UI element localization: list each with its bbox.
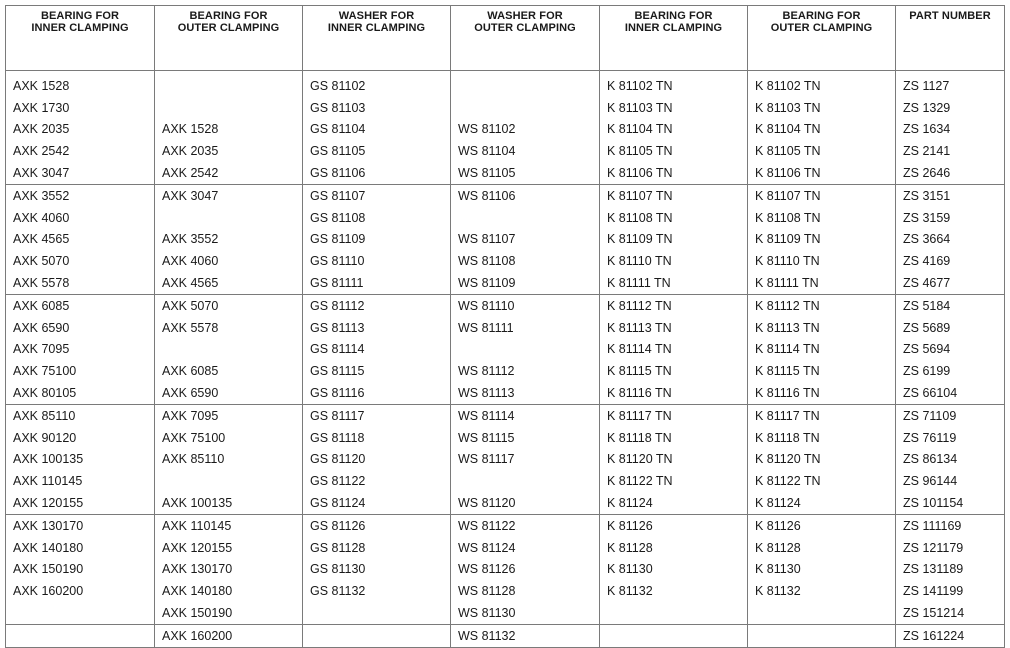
cell-k-bearing-outer: K 81117 TN: [748, 404, 896, 426]
cell-part-number: ZS 66104: [896, 382, 1005, 404]
cell-k-bearing-outer: K 81103 TN: [748, 97, 896, 119]
cell-bearing-inner: AXK 75100: [6, 360, 155, 382]
cell-washer-outer: [451, 71, 600, 97]
cell-bearing-outer: AXK 4060: [155, 250, 303, 272]
header-line-2: INNER CLAMPING: [327, 22, 426, 34]
cell-washer-inner: GS 81128: [303, 537, 451, 559]
cell-bearing-outer: AXK 5578: [155, 317, 303, 339]
cell-bearing-outer: [155, 339, 303, 361]
header-line-1: WASHER FOR: [487, 10, 563, 22]
header-line-2: INNER CLAMPING: [31, 22, 129, 34]
table-row: [6, 207, 1005, 229]
parts-cross-reference-table: [5, 5, 1005, 648]
cell-bearing-outer: AXK 120155: [155, 537, 303, 559]
cell-k-bearing-outer: K 81106 TN: [748, 162, 896, 184]
table-row: [6, 97, 1005, 119]
cell-washer-outer: WS 81106: [451, 184, 600, 206]
cell-bearing-outer: AXK 6085: [155, 360, 303, 382]
cell-k-bearing-outer: K 81118 TN: [748, 427, 896, 449]
cell-part-number: ZS 4677: [896, 272, 1005, 294]
cell-washer-inner: GS 81120: [303, 449, 451, 471]
table-row: [6, 514, 1005, 536]
cell-k-bearing-inner: K 81120 TN: [600, 449, 748, 471]
cell-k-bearing-inner: K 81110 TN: [600, 250, 748, 272]
table-row: [6, 537, 1005, 559]
cell-washer-outer: WS 81115: [451, 427, 600, 449]
cell-k-bearing-outer: K 81115 TN: [748, 360, 896, 382]
table-row: [6, 602, 1005, 624]
cell-washer-outer: WS 81108: [451, 250, 600, 272]
cell-bearing-outer: [155, 207, 303, 229]
cell-bearing-outer: AXK 160200: [155, 624, 303, 647]
cell-bearing-outer: [155, 97, 303, 119]
cell-k-bearing-outer: K 81109 TN: [748, 229, 896, 251]
cell-washer-outer: WS 81120: [451, 492, 600, 514]
cell-k-bearing-inner: K 81128: [600, 537, 748, 559]
cell-washer-outer: WS 81109: [451, 272, 600, 294]
header-line-2: OUTER CLAMPING: [770, 22, 873, 34]
cell-bearing-inner: AXK 2542: [6, 140, 155, 162]
header-washer-inner-clamping: [303, 6, 451, 71]
cell-part-number: ZS 2646: [896, 162, 1005, 184]
cell-k-bearing-inner: [600, 602, 748, 624]
table-body: [6, 71, 1005, 648]
cell-k-bearing-outer: K 81132: [748, 580, 896, 602]
cell-k-bearing-inner: K 81103 TN: [600, 97, 748, 119]
cell-k-bearing-inner: K 81116 TN: [600, 382, 748, 404]
cell-bearing-outer: AXK 4565: [155, 272, 303, 294]
table-row: [6, 470, 1005, 492]
cell-bearing-outer: AXK 3552: [155, 229, 303, 251]
cell-bearing-outer: AXK 6590: [155, 382, 303, 404]
cell-bearing-inner: AXK 1528: [6, 71, 155, 97]
cell-washer-outer: WS 81128: [451, 580, 600, 602]
cell-washer-outer: WS 81130: [451, 602, 600, 624]
cell-washer-inner: GS 81116: [303, 382, 451, 404]
cell-bearing-inner: AXK 90120: [6, 427, 155, 449]
cell-bearing-inner: AXK 6590: [6, 317, 155, 339]
cell-k-bearing-inner: K 81105 TN: [600, 140, 748, 162]
cell-washer-outer: WS 81126: [451, 559, 600, 581]
cell-k-bearing-inner: K 81107 TN: [600, 184, 748, 206]
cell-washer-inner: GS 81118: [303, 427, 451, 449]
cell-k-bearing-inner: K 81117 TN: [600, 404, 748, 426]
cell-washer-inner: GS 81105: [303, 140, 451, 162]
cell-k-bearing-inner: K 81109 TN: [600, 229, 748, 251]
header-row: [6, 6, 1005, 71]
cell-part-number: ZS 5694: [896, 339, 1005, 361]
cell-k-bearing-outer: K 81114 TN: [748, 339, 896, 361]
parts-table-container: [5, 5, 1004, 648]
cell-washer-outer: WS 81114: [451, 404, 600, 426]
cell-washer-inner: GS 81126: [303, 514, 451, 536]
cell-washer-inner: GS 81106: [303, 162, 451, 184]
header-line-1: PART NUMBER: [909, 10, 991, 22]
cell-part-number: ZS 3151: [896, 184, 1005, 206]
table-row: [6, 317, 1005, 339]
cell-bearing-inner: AXK 1730: [6, 97, 155, 119]
cell-k-bearing-inner: K 81126: [600, 514, 748, 536]
cell-part-number: ZS 4169: [896, 250, 1005, 272]
cell-part-number: ZS 1634: [896, 119, 1005, 141]
cell-bearing-inner: AXK 2035: [6, 119, 155, 141]
cell-washer-inner: GS 81114: [303, 339, 451, 361]
cell-k-bearing-outer: K 81108 TN: [748, 207, 896, 229]
cell-bearing-inner: AXK 3552: [6, 184, 155, 206]
cell-k-bearing-outer: K 81116 TN: [748, 382, 896, 404]
table-row: [6, 140, 1005, 162]
cell-k-bearing-outer: K 81120 TN: [748, 449, 896, 471]
cell-washer-inner: GS 81110: [303, 250, 451, 272]
table-row: [6, 427, 1005, 449]
header-bearing-outer-clamping: [155, 6, 303, 71]
table-row: [6, 272, 1005, 294]
cell-washer-outer: WS 81112: [451, 360, 600, 382]
cell-part-number: ZS 2141: [896, 140, 1005, 162]
cell-bearing-inner: AXK 5070: [6, 250, 155, 272]
cell-bearing-inner: AXK 5578: [6, 272, 155, 294]
cell-bearing-inner: AXK 160200: [6, 580, 155, 602]
cell-bearing-inner: AXK 4060: [6, 207, 155, 229]
cell-washer-outer: WS 81105: [451, 162, 600, 184]
cell-washer-outer: [451, 339, 600, 361]
table-row: [6, 382, 1005, 404]
cell-part-number: ZS 101154: [896, 492, 1005, 514]
header-part-number: [896, 6, 1005, 71]
cell-bearing-outer: AXK 150190: [155, 602, 303, 624]
cell-part-number: ZS 5689: [896, 317, 1005, 339]
table-row: [6, 404, 1005, 426]
header-line-2: OUTER CLAMPING: [474, 22, 576, 34]
cell-k-bearing-inner: K 81130: [600, 559, 748, 581]
cell-k-bearing-inner: K 81111 TN: [600, 272, 748, 294]
cell-washer-outer: [451, 207, 600, 229]
cell-part-number: ZS 121179: [896, 537, 1005, 559]
cell-washer-inner: GS 81104: [303, 119, 451, 141]
cell-k-bearing-inner: K 81104 TN: [600, 119, 748, 141]
cell-part-number: ZS 71109: [896, 404, 1005, 426]
cell-washer-outer: [451, 470, 600, 492]
cell-washer-outer: WS 81124: [451, 537, 600, 559]
table-row: [6, 449, 1005, 471]
cell-part-number: ZS 6199: [896, 360, 1005, 382]
cell-k-bearing-inner: K 81124: [600, 492, 748, 514]
table-row: [6, 119, 1005, 141]
cell-bearing-outer: [155, 71, 303, 97]
header-line-1: BEARING FOR: [189, 10, 268, 22]
cell-bearing-outer: AXK 3047: [155, 184, 303, 206]
cell-washer-outer: WS 81132: [451, 624, 600, 647]
header-bearing-outer-clamping-k: [748, 6, 896, 71]
cell-bearing-outer: [155, 470, 303, 492]
cell-washer-outer: [451, 97, 600, 119]
cell-washer-inner: GS 81132: [303, 580, 451, 602]
header-bearing-inner-clamping-k: [600, 6, 748, 71]
cell-k-bearing-outer: K 81107 TN: [748, 184, 896, 206]
cell-part-number: ZS 131189: [896, 559, 1005, 581]
cell-washer-inner: [303, 602, 451, 624]
cell-washer-inner: GS 81112: [303, 294, 451, 316]
table-row: [6, 229, 1005, 251]
cell-bearing-outer: AXK 75100: [155, 427, 303, 449]
header-washer-outer-clamping: [451, 6, 600, 71]
cell-part-number: ZS 76119: [896, 427, 1005, 449]
cell-bearing-inner: AXK 120155: [6, 492, 155, 514]
cell-k-bearing-outer: K 81104 TN: [748, 119, 896, 141]
cell-k-bearing-outer: K 81128: [748, 537, 896, 559]
cell-washer-inner: GS 81130: [303, 559, 451, 581]
cell-washer-inner: GS 81122: [303, 470, 451, 492]
cell-washer-outer: WS 81122: [451, 514, 600, 536]
cell-k-bearing-inner: K 81122 TN: [600, 470, 748, 492]
cell-k-bearing-outer: K 81105 TN: [748, 140, 896, 162]
cell-washer-inner: GS 81117: [303, 404, 451, 426]
cell-bearing-inner: AXK 130170: [6, 514, 155, 536]
cell-part-number: ZS 141199: [896, 580, 1005, 602]
cell-bearing-inner: AXK 140180: [6, 537, 155, 559]
cell-bearing-inner: AXK 85110: [6, 404, 155, 426]
cell-k-bearing-outer: K 81111 TN: [748, 272, 896, 294]
cell-part-number: ZS 86134: [896, 449, 1005, 471]
cell-part-number: ZS 3159: [896, 207, 1005, 229]
cell-k-bearing-outer: K 81122 TN: [748, 470, 896, 492]
cell-bearing-inner: AXK 150190: [6, 559, 155, 581]
cell-k-bearing-inner: K 81106 TN: [600, 162, 748, 184]
header-bearing-inner-clamping: [6, 6, 155, 71]
cell-washer-inner: GS 81111: [303, 272, 451, 294]
cell-k-bearing-inner: K 81115 TN: [600, 360, 748, 382]
cell-bearing-outer: AXK 7095: [155, 404, 303, 426]
table-row: [6, 162, 1005, 184]
table-row: [6, 184, 1005, 206]
cell-washer-inner: GS 81124: [303, 492, 451, 514]
table-row: [6, 580, 1005, 602]
cell-washer-inner: GS 81102: [303, 71, 451, 97]
cell-k-bearing-outer: K 81130: [748, 559, 896, 581]
cell-part-number: ZS 161224: [896, 624, 1005, 647]
cell-washer-inner: GS 81109: [303, 229, 451, 251]
header-line-1: BEARING FOR: [782, 10, 861, 22]
cell-part-number: ZS 1329: [896, 97, 1005, 119]
cell-bearing-inner: [6, 602, 155, 624]
cell-k-bearing-inner: K 81108 TN: [600, 207, 748, 229]
cell-k-bearing-inner: K 81102 TN: [600, 71, 748, 97]
cell-part-number: ZS 3664: [896, 229, 1005, 251]
cell-washer-outer: WS 81117: [451, 449, 600, 471]
cell-k-bearing-outer: K 81124: [748, 492, 896, 514]
cell-washer-outer: WS 81111: [451, 317, 600, 339]
header-line-2: INNER CLAMPING: [624, 22, 723, 34]
cell-bearing-outer: AXK 2035: [155, 140, 303, 162]
cell-washer-inner: GS 81107: [303, 184, 451, 206]
cell-part-number: ZS 1127: [896, 71, 1005, 97]
cell-k-bearing-outer: K 81102 TN: [748, 71, 896, 97]
cell-k-bearing-inner: K 81112 TN: [600, 294, 748, 316]
table-row: [6, 250, 1005, 272]
cell-k-bearing-inner: K 81132: [600, 580, 748, 602]
cell-k-bearing-outer: K 81113 TN: [748, 317, 896, 339]
cell-bearing-outer: AXK 130170: [155, 559, 303, 581]
cell-washer-inner: GS 81108: [303, 207, 451, 229]
cell-bearing-inner: AXK 80105: [6, 382, 155, 404]
cell-k-bearing-outer: K 81126: [748, 514, 896, 536]
cell-k-bearing-outer: K 81112 TN: [748, 294, 896, 316]
cell-washer-outer: WS 81104: [451, 140, 600, 162]
cell-bearing-outer: AXK 1528: [155, 119, 303, 141]
cell-bearing-outer: AXK 100135: [155, 492, 303, 514]
cell-bearing-inner: AXK 100135: [6, 449, 155, 471]
table-row: [6, 294, 1005, 316]
cell-bearing-outer: AXK 5070: [155, 294, 303, 316]
cell-washer-outer: WS 81107: [451, 229, 600, 251]
cell-bearing-inner: AXK 4565: [6, 229, 155, 251]
table-row: [6, 559, 1005, 581]
cell-part-number: ZS 96144: [896, 470, 1005, 492]
cell-bearing-outer: AXK 110145: [155, 514, 303, 536]
cell-bearing-outer: AXK 85110: [155, 449, 303, 471]
cell-washer-outer: WS 81113: [451, 382, 600, 404]
table-row: [6, 492, 1005, 514]
cell-washer-outer: WS 81102: [451, 119, 600, 141]
cell-part-number: ZS 5184: [896, 294, 1005, 316]
table-row: [6, 71, 1005, 97]
cell-part-number: ZS 111169: [896, 514, 1005, 536]
cell-washer-outer: WS 81110: [451, 294, 600, 316]
cell-part-number: ZS 151214: [896, 602, 1005, 624]
cell-bearing-outer: AXK 2542: [155, 162, 303, 184]
table-row: [6, 360, 1005, 382]
cell-bearing-outer: AXK 140180: [155, 580, 303, 602]
table-header: [6, 6, 1005, 71]
cell-bearing-inner: AXK 6085: [6, 294, 155, 316]
cell-k-bearing-inner: K 81114 TN: [600, 339, 748, 361]
cell-k-bearing-inner: K 81118 TN: [600, 427, 748, 449]
header-line-1: WASHER FOR: [338, 10, 415, 22]
cell-bearing-inner: AXK 7095: [6, 339, 155, 361]
header-line-1: BEARING FOR: [634, 10, 713, 22]
cell-bearing-inner: AXK 110145: [6, 470, 155, 492]
cell-bearing-inner: AXK 3047: [6, 162, 155, 184]
cell-washer-inner: GS 81115: [303, 360, 451, 382]
cell-k-bearing-outer: K 81110 TN: [748, 250, 896, 272]
cell-washer-inner: GS 81113: [303, 317, 451, 339]
cell-k-bearing-inner: K 81113 TN: [600, 317, 748, 339]
table-row: [6, 339, 1005, 361]
header-line-2: OUTER CLAMPING: [177, 22, 280, 34]
cell-washer-inner: GS 81103: [303, 97, 451, 119]
header-line-1: BEARING FOR: [40, 10, 120, 22]
cell-k-bearing-outer: [748, 602, 896, 624]
